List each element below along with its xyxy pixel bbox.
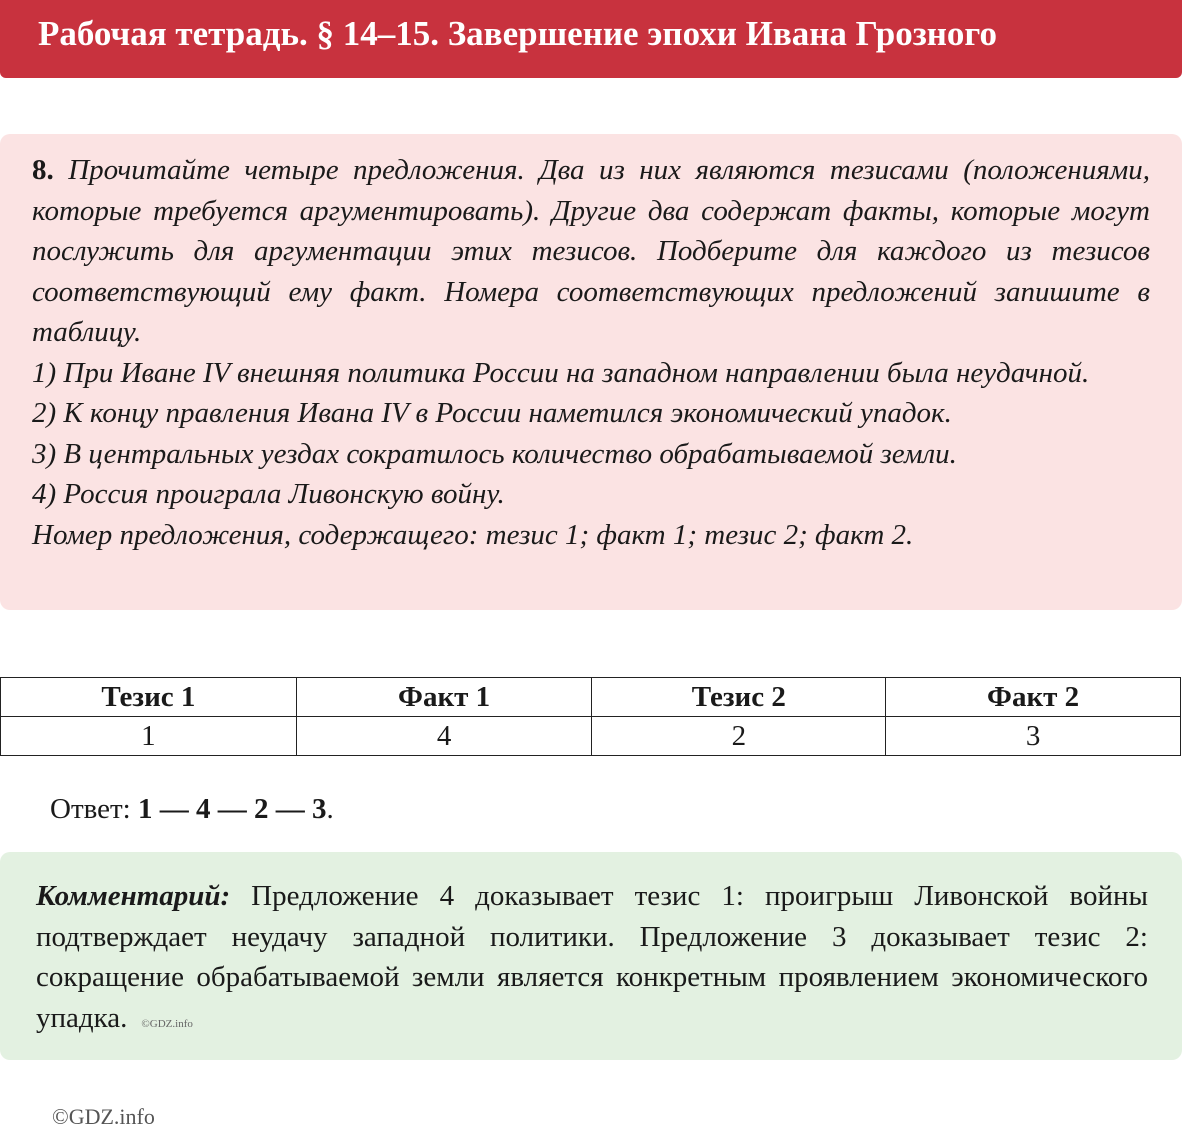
answer-line xyxy=(50,793,334,826)
footer-watermark: ©GDZ.info xyxy=(52,1104,155,1129)
table-row xyxy=(1,717,1181,756)
task-instruction: Номер предложения, содержащего: тезис 1; факт 1; тезис 2; факт 2. xyxy=(32,518,914,551)
task-number: 8. xyxy=(32,154,54,186)
table-cell: 2 xyxy=(592,717,886,756)
answer-suffix: . xyxy=(326,793,334,825)
table-cell: 4 xyxy=(296,717,592,756)
task-sentence-3: 3) В центральных уездах сократилось количество обрабатываемой земли. xyxy=(32,437,957,470)
comment-label: Комментарий: xyxy=(36,880,231,912)
table-header-cell: Тезис 2 xyxy=(592,678,886,717)
task-sentence-1: 1) При Иване IV внешняя политика России на западном направлении была неудачной. xyxy=(32,356,1090,389)
answer-table xyxy=(0,677,1181,756)
page-title: Рабочая тетрадь. § 14–15. Завершение эпохи Ивана Грозного xyxy=(38,14,997,53)
answer-value: 1 — 4 — 2 — 3 xyxy=(138,793,327,825)
table-header-cell: Тезис 1 xyxy=(1,678,297,717)
comment-text xyxy=(36,876,1148,1044)
table-header-row xyxy=(1,678,1181,717)
task-sentence-4: 4) Россия проиграла Ливонскую войну. xyxy=(32,478,505,510)
comment-watermark: ©GDZ.info xyxy=(141,1017,193,1030)
task-intro xyxy=(32,150,1150,353)
table-cell: 3 xyxy=(886,717,1181,756)
page-header xyxy=(0,0,1182,78)
table-cell: 1 xyxy=(1,717,297,756)
task-text xyxy=(32,150,1150,555)
answer-label: Ответ: xyxy=(50,793,138,825)
task-sentence-2: 2) К концу правления Ивана IV в России наметился экономический упадок. xyxy=(32,397,952,429)
task-intro-text: Прочитайте четыре предложения. Два из них являются тезисами (положениями, которые требуется аргументировать). Другие два содержат факты, которые могут послужить для аргументации этих тезисов. Подберите для каждого из тезисов соответствующий ему факт. Номера соответствующих предложений запишите в таблицу. xyxy=(32,154,1151,348)
table-header-cell: Факт 2 xyxy=(886,678,1181,717)
table-header-cell: Факт 1 xyxy=(296,678,592,717)
comment-body: Предложение 4 доказывает тезис 1: проигрыш Ливонской войны подтверждает неудачу западной политики. Предложение 3 доказывает тезис 2: сокращение обрабатываемой земли является конкретным проявлением экономического упадка. xyxy=(36,880,1148,1034)
